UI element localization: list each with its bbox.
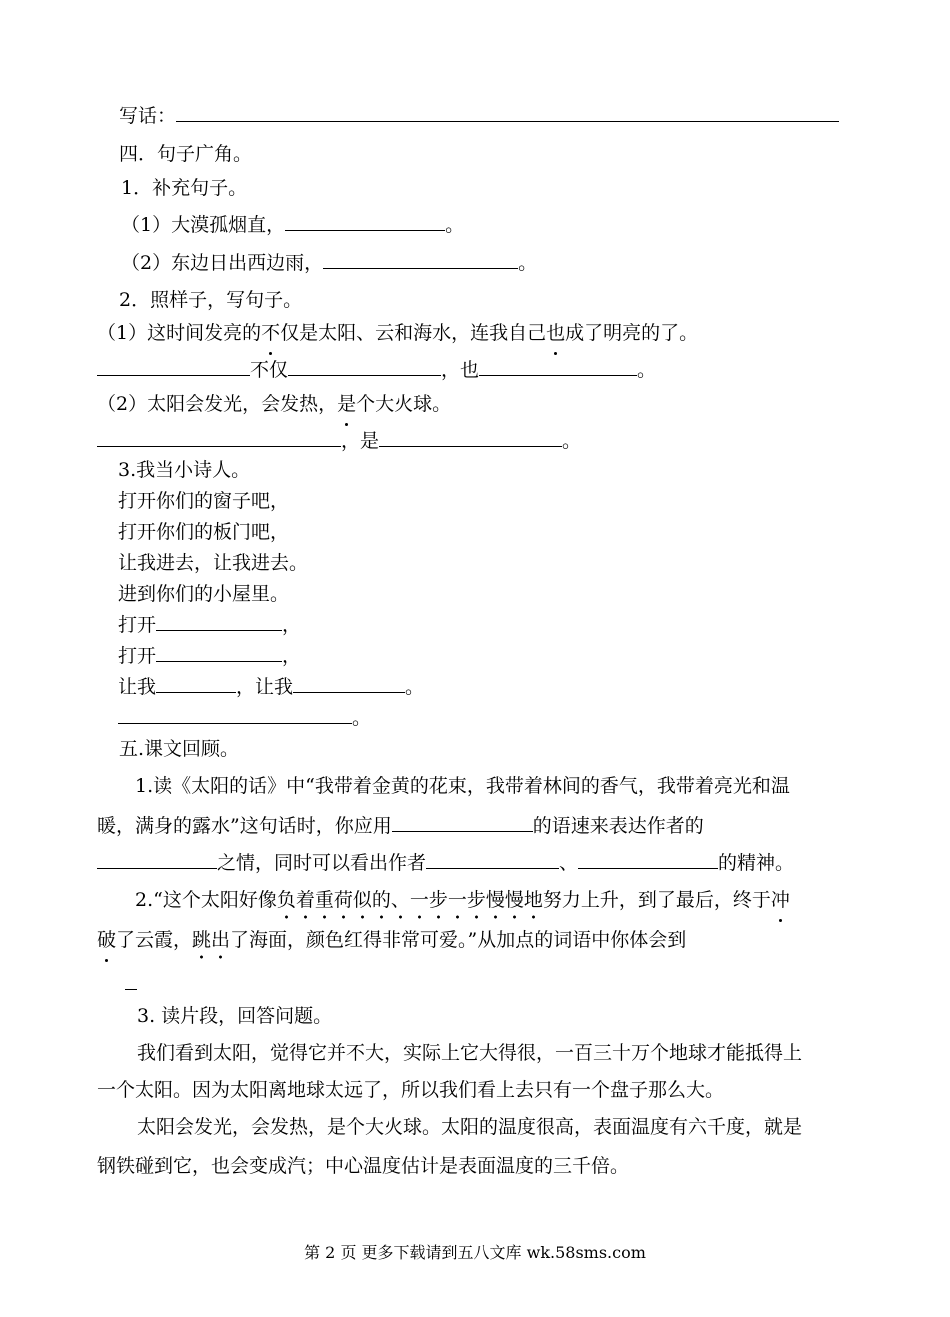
poem-line: 让我进去，让我进去。: [118, 552, 309, 574]
ex2-text-2: 个大火球。: [356, 393, 452, 415]
q4-1-b: [121, 249, 537, 277]
passage-line: 钢铁碰到它，也会变成汽；中心温度估计是表面温度的三千倍。: [97, 1155, 630, 1177]
q5-2-dotted-3: 破: [97, 926, 116, 954]
q5-1-blank-3[interactable]: [426, 849, 559, 869]
fill2-word-1: ，是: [341, 430, 380, 452]
q5-2-text-3: 了云霞，: [116, 929, 193, 951]
poem-fill-2: [118, 642, 301, 670]
ex2-text-1: （2）太阳会发光，会发热，: [97, 393, 338, 415]
poem-fill-1-end: ，: [282, 614, 302, 636]
poem-fill-2-word: 打开: [118, 645, 157, 667]
fill2-end: 。: [562, 430, 582, 452]
poem-line: 打开你们的窗子吧，: [118, 490, 290, 512]
q4-1-a: [121, 211, 464, 239]
q5-1-text-e: 的精神。: [718, 852, 795, 874]
q4-2-example-1: [97, 319, 698, 347]
poem-fill-3-word-1: 让我: [118, 676, 157, 698]
fill1-blank-1[interactable]: [97, 356, 250, 376]
q5-2-text-2: 努力上升，到了最后，终于: [542, 889, 771, 911]
q5-3-title: 3. 读片段，回答问题。: [137, 1005, 333, 1027]
passage-line: 我们看到太阳，觉得它并不大，实际上它大得很，一百三十万个地球才能抵得上: [137, 1042, 803, 1064]
q5-1-text-c: 之情，同时可以看出作者: [217, 852, 427, 874]
fill1-word-1: 不仅: [250, 359, 289, 381]
q4-2-example-2: [97, 390, 451, 418]
fill2-blank-2[interactable]: [379, 427, 562, 447]
fill2-blank-1[interactable]: [97, 427, 341, 447]
q5-1-text-b: 的语速来表达作者的: [532, 815, 704, 837]
q5-1-blank-4[interactable]: [578, 849, 718, 869]
ex2-dotted-1: 是: [337, 390, 356, 418]
section-4-title: 四．句子广角。: [119, 143, 253, 165]
q4-1-a-text: （1）大漠孤烟直，: [121, 214, 286, 236]
q5-2-line-2: [97, 926, 686, 954]
fill1-word-2: ，也: [441, 359, 480, 381]
poem-fill-3-end: 。: [405, 676, 425, 698]
q5-1-blank-1[interactable]: [392, 812, 533, 832]
q5-1-text-a: 暖，满身的露水”这句话时，你应用: [97, 815, 392, 837]
q5-2-dotted-phrase: 负着重荷似的、一步一步慢慢地: [277, 889, 543, 919]
poem-fill-1-word: 打开: [118, 614, 157, 636]
q5-2-text-1: 2.“这个太阳好像: [135, 889, 277, 911]
q4-1-title: 1．补充句子。: [121, 177, 248, 199]
poem-line: 打开你们的板门吧，: [118, 521, 290, 543]
q4-1-a-end: 。: [445, 214, 465, 236]
ex1-text-1: （1）这时间发亮的: [97, 322, 262, 344]
poem-fill-3-blank-2[interactable]: [293, 673, 405, 693]
page-footer: 第 2 页 更多下载请到五八文库 wk.58sms.com: [304, 1243, 646, 1262]
poem-fill-4: [118, 704, 371, 732]
q5-2-answer-line: [125, 970, 137, 998]
write-line: [119, 102, 839, 130]
poem-fill-4-blank[interactable]: [118, 704, 352, 724]
q4-1-b-end: 。: [518, 252, 538, 274]
q5-2-dotted-2: 冲: [771, 886, 790, 914]
q5-1-line-1: 1.读《太阳的话》中“我带着金黄的花束，我带着林间的香气，我带着亮光和温: [135, 775, 790, 797]
ex1-dotted-1: 不: [261, 319, 280, 347]
ex1-text-2: 仅是太阳、云和海水，连我自己: [280, 322, 547, 344]
poem-fill-3-word-2: ，让我: [236, 676, 294, 698]
fill1-blank-3[interactable]: [479, 356, 637, 376]
q5-1-blank-2[interactable]: [97, 849, 217, 869]
fill1-end: 。: [637, 359, 657, 381]
q4-1-b-text: （2）东边日出西边雨，: [121, 252, 324, 274]
poem-fill-3: [118, 673, 424, 701]
q4-1-a-blank[interactable]: [285, 211, 445, 231]
poem-fill-4-end: 。: [352, 707, 372, 729]
q4-3-title: 3.我当小诗人。: [118, 459, 251, 481]
poem-fill-2-end: ，: [282, 645, 302, 667]
q5-2-text-4: 了海面，颜色红得非常可爱。”从加点的词语中你体会到: [230, 929, 687, 951]
write-label: 写话：: [119, 105, 177, 127]
q4-2-title: 2．照样子，写句子。: [119, 289, 303, 311]
passage-line: 太阳会发光，会发热，是个大火球。太阳的温度很高，表面温度有六千度，就是: [137, 1116, 803, 1138]
poem-fill-3-blank-1[interactable]: [156, 673, 236, 693]
poem-line: 进到你们的小屋里。: [118, 583, 290, 605]
q5-1-line-2: [97, 812, 704, 840]
q4-1-b-blank[interactable]: [323, 249, 518, 269]
fill1-blank-2[interactable]: [288, 356, 441, 376]
ex1-text-3: 成了明亮的了。: [565, 322, 699, 344]
passage-line: 一个太阳。因为太阳离地球太远了，所以我们看上去只有一个盘子那么大。: [97, 1079, 725, 1101]
q4-2-fill-2: [97, 427, 581, 455]
ex1-dotted-2: 也: [546, 319, 565, 347]
q4-2-fill-1: [97, 356, 656, 384]
q5-1-line-3: [97, 849, 794, 877]
q5-2-answer-blank[interactable]: [125, 970, 137, 990]
q5-2-line-1: [135, 886, 790, 914]
poem-fill-2-blank[interactable]: [156, 642, 282, 662]
q5-1-text-d: 、: [559, 852, 579, 874]
q5-2-dotted-4: 跳出: [192, 929, 230, 959]
poem-fill-1-blank[interactable]: [156, 611, 282, 631]
poem-fill-1: [118, 611, 301, 639]
section-5-title: 五.课文回顾。: [119, 738, 240, 760]
write-blank[interactable]: [176, 102, 839, 122]
